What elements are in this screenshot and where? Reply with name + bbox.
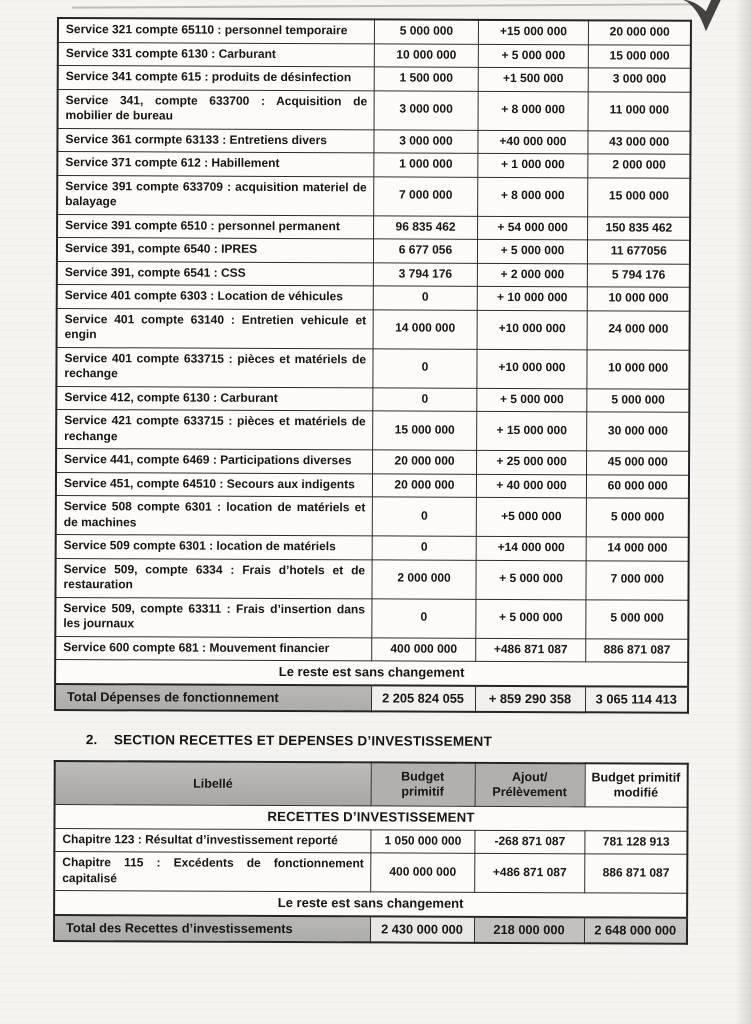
total-depenses-row xyxy=(55,683,688,712)
row-budget-primitif: 0 xyxy=(371,598,475,637)
table-row xyxy=(55,597,688,639)
table-row xyxy=(57,175,690,217)
row-label: Service 412, compte 6130 : Carburant xyxy=(56,386,372,411)
table-row xyxy=(58,89,691,131)
row-label: Service 341, compte 633700 : Acquisition de mobilier de bureau xyxy=(58,89,374,129)
total-recettes-budget: 2 430 000 000 xyxy=(370,916,474,943)
table-row xyxy=(56,410,689,452)
note-sans-changement: Le reste est sans changement xyxy=(54,890,687,917)
table-row xyxy=(57,152,690,178)
row-label: Service 391 compte 6510 : personnel permanent xyxy=(57,214,373,239)
header-budget-modifie: Budget primitif modifié xyxy=(585,763,688,807)
row-budget-modifie: 781 128 913 xyxy=(584,830,687,854)
row-ajout-prelevement: +14 000 000 xyxy=(476,536,586,560)
depenses-footer xyxy=(55,659,688,712)
row-budget-primitif: 10 000 000 xyxy=(374,43,478,67)
note-sans-changement: Le reste est sans changement xyxy=(55,659,688,686)
row-label: Service 391, compte 6541 : CSS xyxy=(57,261,373,286)
row-label: Service 509, compte 63311 : Frais d’insertion dans les journaux xyxy=(55,597,371,637)
row-budget-primitif: 400 000 000 xyxy=(370,853,474,892)
table-row xyxy=(56,449,689,475)
table-row xyxy=(57,238,690,264)
scan-edge-line xyxy=(72,3,694,8)
row-label: Service 391 compte 633709 : acquisition materiel de balayage xyxy=(57,175,373,215)
total-recettes-ajout: 218 000 000 xyxy=(474,916,584,943)
row-ajout-prelevement: + 5 000 000 xyxy=(477,239,587,263)
row-label: Service 441, compte 6469 : Participations diverses xyxy=(56,449,372,474)
row-ajout-prelevement: + 5 000 000 xyxy=(475,599,585,638)
row-label: Chapitre 123 : Résultat d’investissement reporté xyxy=(54,828,370,853)
row-label: Service 600 compte 681 : Mouvement financier xyxy=(55,636,371,661)
table-row xyxy=(57,261,690,287)
row-ajout-prelevement: + 54 000 000 xyxy=(477,216,587,240)
row-budget-modifie: 5 794 176 xyxy=(587,263,690,287)
depenses-fonctionnement-table xyxy=(54,17,692,714)
row-label: Service 509 compte 6301 : location de matériels xyxy=(56,534,372,559)
row-budget-modifie: 2 000 000 xyxy=(587,154,690,178)
row-ajout-prelevement: +486 871 087 xyxy=(474,853,584,892)
section-heading xyxy=(54,732,687,750)
row-budget-primitif: 5 000 000 xyxy=(374,19,478,43)
total-depenses-ajout: + 859 290 358 xyxy=(475,685,585,712)
total-depenses-modifie: 3 065 114 413 xyxy=(585,686,688,713)
table-row xyxy=(58,42,691,68)
row-budget-modifie: 3 000 000 xyxy=(588,68,691,92)
row-label: Service 321 compte 65110 : personnel temporaire xyxy=(58,18,374,43)
row-label: Chapitre 115 : Excédents de fonctionnement capitalisé xyxy=(54,851,370,891)
row-budget-primitif: 1 500 000 xyxy=(374,67,478,91)
section-number: 2. xyxy=(85,732,98,748)
column-header-row xyxy=(55,761,688,807)
table-row xyxy=(58,18,691,45)
row-ajout-prelevement: +10 000 000 xyxy=(476,349,586,388)
row-budget-modifie: 20 000 000 xyxy=(588,20,691,44)
row-budget-primitif: 96 835 462 xyxy=(373,215,477,239)
table-row xyxy=(56,534,689,560)
row-budget-modifie: 886 871 087 xyxy=(585,638,688,662)
row-budget-primitif: 3 000 000 xyxy=(373,129,477,153)
row-budget-modifie: 60 000 000 xyxy=(586,474,689,498)
table-row xyxy=(57,308,690,350)
row-budget-modifie: 150 835 462 xyxy=(587,216,690,240)
section-title: SECTION RECETTES ET DEPENSES D’INVESTISSEMENT xyxy=(113,732,492,749)
row-budget-primitif: 2 000 000 xyxy=(371,559,475,598)
row-ajout-prelevement: -268 871 087 xyxy=(474,830,584,854)
row-label: Service 391, compte 6540 : IPRES xyxy=(57,238,373,263)
row-label: Service 421 compte 633715 : pièces et matériels de rechange xyxy=(56,410,372,450)
row-budget-modifie: 11 000 000 xyxy=(588,91,691,130)
row-budget-modifie: 43 000 000 xyxy=(587,130,690,154)
total-recettes-row xyxy=(54,914,687,943)
row-budget-primitif: 1 050 000 000 xyxy=(370,829,474,853)
row-ajout-prelevement: + 10 000 000 xyxy=(477,286,587,310)
row-budget-modifie: 10 000 000 xyxy=(587,287,690,311)
row-budget-primitif: 3 794 176 xyxy=(373,262,477,286)
row-label: Service 451, compte 64510 : Secours aux indigents xyxy=(56,472,372,497)
row-ajout-prelevement: + 2 000 000 xyxy=(477,263,587,287)
row-budget-primitif: 20 000 000 xyxy=(372,473,476,497)
header-libelle: Libellé xyxy=(55,761,371,806)
row-budget-primitif: 0 xyxy=(372,387,476,411)
note-row xyxy=(55,659,688,686)
row-label: Service 341 compte 615 : produits de désinfection xyxy=(58,66,374,91)
row-budget-primitif: 0 xyxy=(372,536,476,560)
table-row xyxy=(54,828,687,854)
total-depenses-budget: 2 205 824 055 xyxy=(371,685,475,712)
row-budget-primitif: 3 000 000 xyxy=(374,90,478,129)
row-ajout-prelevement: + 25 000 000 xyxy=(476,450,586,474)
recettes-footer xyxy=(54,890,687,943)
recettes-header xyxy=(54,761,687,831)
row-budget-primitif: 0 xyxy=(373,286,477,310)
row-budget-primitif: 0 xyxy=(372,348,476,387)
header-ajout-prelevement: Ajout/ Prélèvement xyxy=(475,763,585,807)
table-row xyxy=(56,495,689,537)
row-budget-primitif: 0 xyxy=(372,497,476,536)
table-row xyxy=(56,472,689,498)
table-row xyxy=(56,347,689,389)
row-budget-modifie: 15 000 000 xyxy=(588,44,691,68)
document-sheet xyxy=(53,17,690,945)
row-budget-modifie: 24 000 000 xyxy=(587,310,690,349)
row-ajout-prelevement: +486 871 087 xyxy=(475,638,585,662)
row-budget-modifie: 886 871 087 xyxy=(584,854,687,893)
table-row xyxy=(54,851,687,893)
row-budget-modifie: 5 000 000 xyxy=(586,388,689,412)
row-budget-modifie: 15 000 000 xyxy=(587,177,690,216)
row-ajout-prelevement: + 5 000 000 xyxy=(476,388,586,412)
row-budget-modifie: 30 000 000 xyxy=(586,412,689,451)
row-budget-primitif: 400 000 000 xyxy=(371,637,475,661)
row-budget-modifie: 5 000 000 xyxy=(585,599,688,638)
total-recettes-modifie: 2 648 000 000 xyxy=(584,917,687,944)
row-ajout-prelevement: + 40 000 000 xyxy=(476,474,586,498)
total-recettes-label: Total des Recettes d’investissements xyxy=(54,914,370,942)
row-ajout-prelevement: + 8 000 000 xyxy=(478,91,588,130)
row-label: Service 371 compte 612 : Habillement xyxy=(57,152,373,177)
row-budget-primitif: 6 677 056 xyxy=(373,239,477,263)
total-depenses-label: Total Dépenses de fonctionnement xyxy=(55,683,371,711)
table-row xyxy=(58,66,691,92)
row-label: Service 401 compte 633715 : pièces et matériels de rechange xyxy=(56,347,372,387)
row-budget-primitif: 7 000 000 xyxy=(373,176,477,215)
row-budget-modifie: 45 000 000 xyxy=(586,451,689,475)
row-ajout-prelevement: +1 500 000 xyxy=(478,67,588,91)
row-label: Service 361 cormpte 63133 : Entretiens divers xyxy=(57,128,373,153)
recettes-rows xyxy=(54,828,687,893)
table-row xyxy=(57,128,690,154)
depenses-rows xyxy=(55,18,691,662)
table-row xyxy=(55,558,688,600)
row-ajout-prelevement: +5 000 000 xyxy=(476,497,586,536)
row-ajout-prelevement: +10 000 000 xyxy=(477,310,587,349)
row-ajout-prelevement: + 1 000 000 xyxy=(477,153,587,177)
row-budget-primitif: 20 000 000 xyxy=(372,450,476,474)
row-budget-modifie: 14 000 000 xyxy=(586,537,689,561)
row-budget-modifie: 10 000 000 xyxy=(586,349,689,388)
row-label: Service 401 compte 6303 : Location de véhicules xyxy=(57,285,373,310)
row-budget-modifie: 7 000 000 xyxy=(585,560,688,599)
table-row xyxy=(57,285,690,311)
row-ajout-prelevement: + 5 000 000 xyxy=(475,560,585,599)
table-row xyxy=(55,636,688,662)
row-label: Service 509, compte 6334 : Frais d’hotels et de restauration xyxy=(55,558,371,598)
row-ajout-prelevement: +15 000 000 xyxy=(478,20,588,44)
row-budget-primitif: 14 000 000 xyxy=(373,309,477,348)
row-ajout-prelevement: + 5 000 000 xyxy=(478,44,588,68)
row-label: Service 401 compte 63140 : Entretien vehicule et engin xyxy=(57,308,373,348)
table-row xyxy=(57,214,690,240)
row-budget-modifie: 5 000 000 xyxy=(586,498,689,537)
header-budget-primitif: Budget primitif xyxy=(371,762,475,806)
row-ajout-prelevement: + 8 000 000 xyxy=(477,177,587,216)
recettes-investissement-table xyxy=(53,760,689,945)
row-ajout-prelevement: +40 000 000 xyxy=(477,130,587,154)
subheader-row xyxy=(54,804,687,830)
row-budget-primitif: 1 000 000 xyxy=(373,153,477,177)
table-row xyxy=(56,386,689,412)
row-label: Service 331 compte 6130 : Carburant xyxy=(58,42,374,67)
note-row xyxy=(54,890,687,917)
row-budget-primitif: 15 000 000 xyxy=(372,411,476,450)
recettes-subheader: RECETTES D’INVESTISSEMENT xyxy=(54,804,687,830)
row-label: Service 508 compte 6301 : location de matériels et de machines xyxy=(56,495,372,535)
row-ajout-prelevement: + 15 000 000 xyxy=(476,411,586,450)
row-budget-modifie: 11 677056 xyxy=(587,240,690,264)
